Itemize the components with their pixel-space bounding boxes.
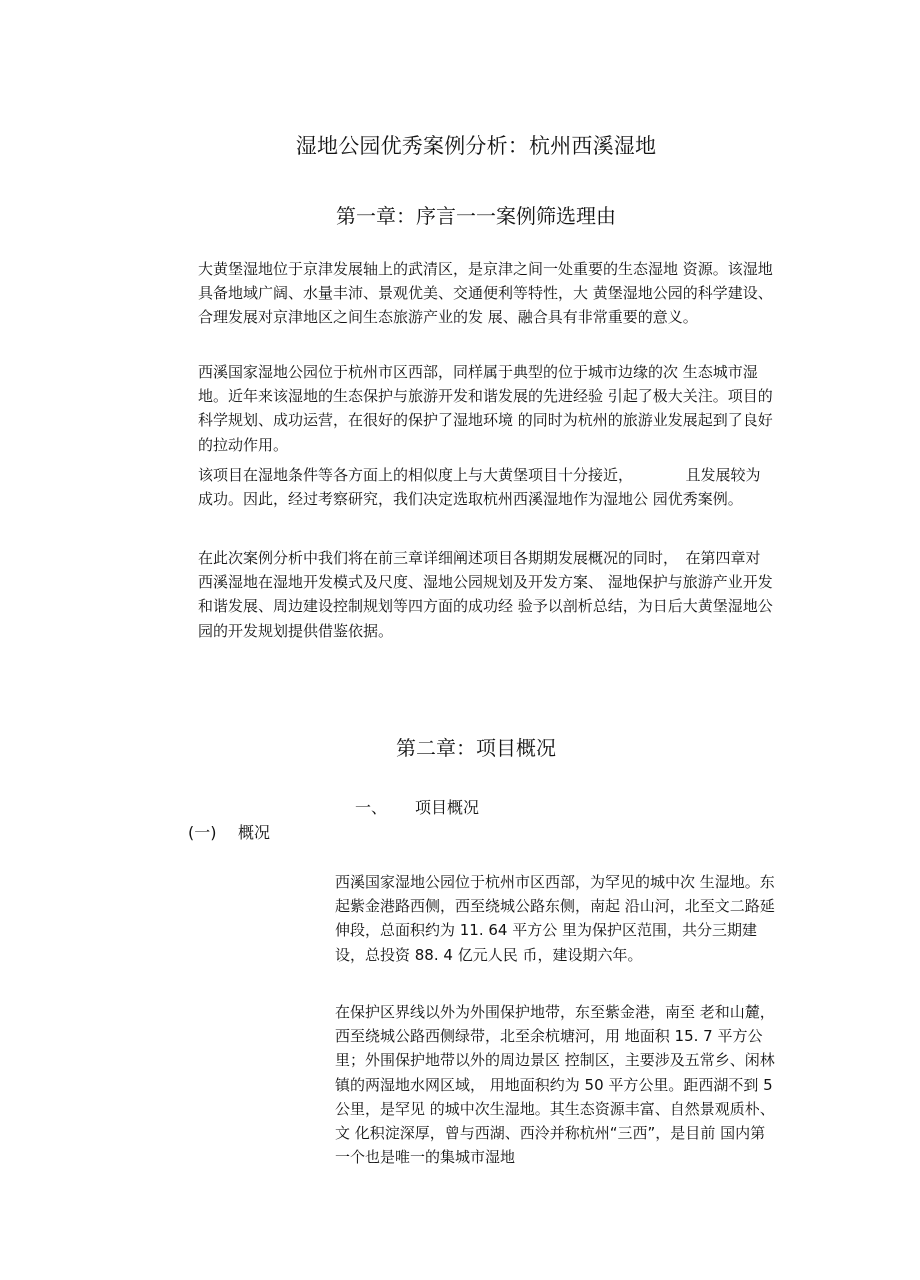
paragraph: 西溪国家湿地公园位于杭州市区西部，同样属于典型的位于城市边缘的次 生态城市湿地。近年来该湿地的生态保护与旅游开发和谐发展的先进经验 引起了极大关注。项目的科学规划、成功运营，在很好的保护了湿地环境 的同时为杭州的旅游业发展起到了良好的拉动作用。 — [198, 363, 773, 454]
section-title: 项目概况 — [415, 798, 480, 817]
paragraph: 在保护区界线以外为外围保护地带，东至紫金港，南至 老和山麓，西至绕城公路西侧绿带，北至余杭塘河，用 地面积 15. 7 平方公里；外围保护地带以外的周边景区 控制区，主要涉及五常乡、闲林镇的两湿地水网区域， 用地面积约为 50 平方公里。距西湖不到 5 公里，是罕见 的城中次生湿地。其生态资源丰富、自然景观质朴、文 化积淀深厚，曾与西湖、西泠并称杭州“三西”，是目前 国内第一个也是唯一的集城市湿地 — [335, 1003, 775, 1167]
paragraph: 大黄堡湿地位于京津发展轴上的武清区，是京津之间一处重要的生态湿地 资源。该湿地具备地域广阔、水量丰沛、景观优美、交通便利等特性，大 黄堡湿地公园的科学建设、合理发展对京津地区之间生态旅游产业的发 展、融合具有非常重要的意义。 — [198, 260, 773, 327]
section-heading — [355, 797, 479, 819]
paragraph: 西溪国家湿地公园位于杭州市区西部，为罕见的城中次 生湿地。东起紫金港路西侧，西至绕城公路东侧，南起 沿山河，北至文二路延伸段，总面积约为 11. 64 平方公 里为保护区范围，共分三期建设，总投资 88. 4 亿元人民 币，建设期六年。 — [335, 873, 775, 964]
subsection-title: 概况 — [238, 823, 271, 842]
section-number: 一、 — [355, 798, 388, 817]
document-title: 湿地公园优秀案例分析：杭州西溪湿地 — [295, 134, 657, 158]
chapter-2-title: 第二章：项目概况 — [396, 736, 556, 760]
paragraph: 在此次案例分析中我们将在前三章详细阐述项目各期期发展概况的同时， 在第四章对西溪湿地在湿地开发模式及尺度、湿地公园规划及开发方案、 湿地保护与旅游产业开发和谐发展、周边建设控制规划等四方面的成功经 验予以剖析总结，为日后大黄堡湿地公园的开发规划提供借鉴依据。 — [198, 549, 773, 640]
paragraph: 该项目在湿地条件等各方面上的相似度上与大黄堡项目十分接近， 且发展较为成功。因此，经过考察研究，我们决定选取杭州西溪湿地作为湿地公 园优秀案例。 — [198, 466, 761, 509]
subsection-number: (一) — [188, 823, 217, 842]
chapter-1-title: 第一章：序言一一案例筛选理由 — [336, 204, 616, 228]
subsection-heading — [188, 822, 270, 844]
